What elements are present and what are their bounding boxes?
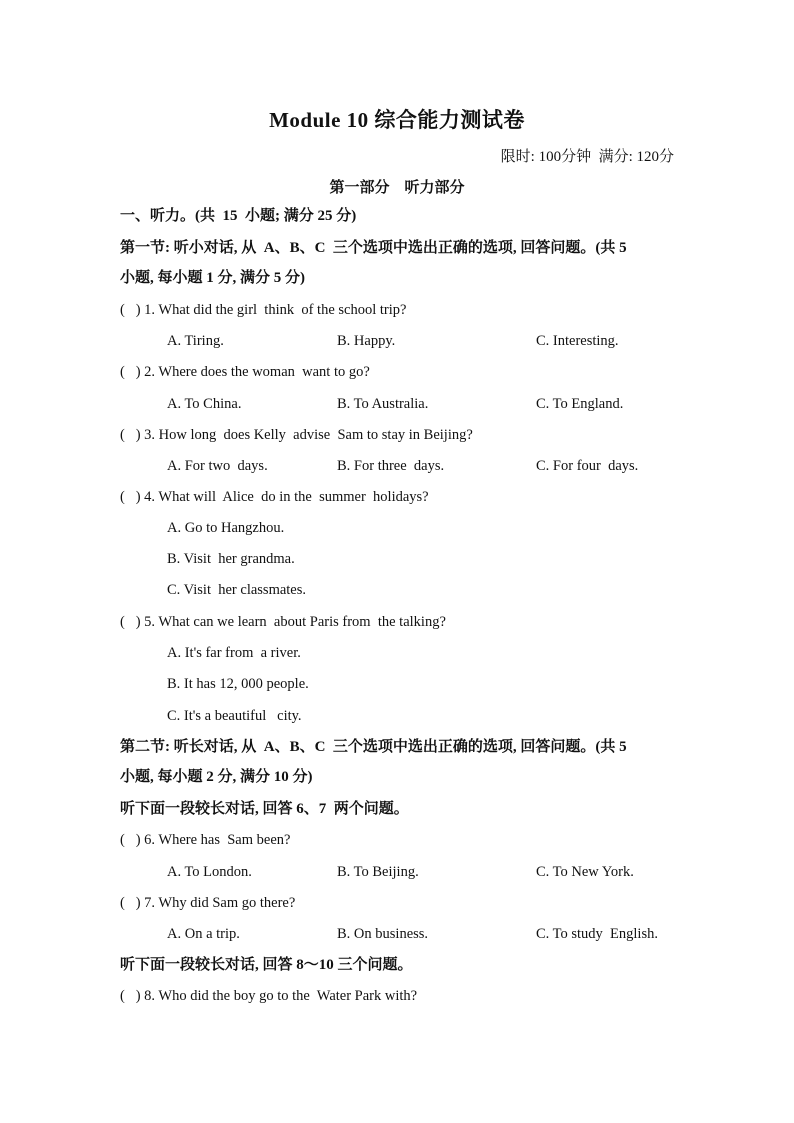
time-and-score-info: 限时: 100分钟 满分: 120分 xyxy=(500,149,674,165)
question-2-option-b: B. To Australia. xyxy=(337,396,429,412)
question-6: ( ) 6. Where has Sam been? xyxy=(120,832,291,848)
question-6-option-a: A. To London. xyxy=(167,864,252,880)
question-5-option-c: C. It's a beautiful city. xyxy=(167,708,302,724)
question-4-option-b: B. Visit her grandma. xyxy=(167,551,295,567)
question-5-option-a: A. It's far from a river. xyxy=(167,645,301,661)
question-3-option-a: A. For two days. xyxy=(167,458,268,474)
question-1-option-c: C. Interesting. xyxy=(536,333,619,349)
section1-instruction-line1: 第一节: 听小对话, 从 A、B、C 三个选项中选出正确的选项, 回答问题。(共 5 xyxy=(120,240,627,256)
question-1-option-a: A. Tiring. xyxy=(167,333,224,349)
question-2-option-a: A. To China. xyxy=(167,396,242,412)
question-6-option-c: C. To New York. xyxy=(536,864,634,880)
question-7-option-c: C. To study English. xyxy=(536,926,658,942)
page-title: Module 10 综合能力测试卷 xyxy=(269,108,525,132)
question-4: ( ) 4. What will Alice do in the summer holidays? xyxy=(120,489,429,505)
dialogue-instruction-6-7: 听下面一段较长对话, 回答 6、7 两个问题。 xyxy=(120,801,409,817)
section-heading: 一、听力。(共 15 小题; 满分 25 分) xyxy=(120,208,357,224)
question-3-option-c: C. For four days. xyxy=(536,458,639,474)
question-3-option-b: B. For three days. xyxy=(337,458,445,474)
question-7-option-b: B. On business. xyxy=(337,926,429,942)
section2-instruction-line2: 小题, 每小题 2 分, 满分 10 分) xyxy=(120,769,313,785)
question-4-option-a: A. Go to Hangzhou. xyxy=(167,520,285,536)
question-5: ( ) 5. What can we learn about Paris from the talking? xyxy=(120,614,446,630)
question-2: ( ) 2. Where does the woman want to go? xyxy=(120,364,370,380)
question-3: ( ) 3. How long does Kelly advise Sam to stay in Beijing? xyxy=(120,427,473,443)
question-8: ( ) 8. Who did the boy go to the Water Park with? xyxy=(120,988,418,1004)
question-1-option-b: B. Happy. xyxy=(337,333,396,349)
section2-instruction-line1: 第二节: 听长对话, 从 A、B、C 三个选项中选出正确的选项, 回答问题。(共 5 xyxy=(120,739,627,755)
section1-instruction-line2: 小题, 每小题 1 分, 满分 5 分) xyxy=(120,270,305,286)
question-1: ( ) 1. What did the girl think of the school trip? xyxy=(120,302,407,318)
question-7-option-a: A. On a trip. xyxy=(167,926,240,942)
question-7: ( ) 7. Why did Sam go there? xyxy=(120,895,296,911)
question-4-option-c: C. Visit her classmates. xyxy=(167,582,307,598)
part-one-title: 第一部分 听力部分 xyxy=(329,180,465,196)
dialogue-instruction-8-10: 听下面一段较长对话, 回答 8～10 三个问题。 xyxy=(120,957,413,973)
question-6-option-b: B. To Beijing. xyxy=(337,864,419,880)
question-5-option-b: B. It has 12, 000 people. xyxy=(167,676,309,692)
question-2-option-c: C. To England. xyxy=(536,396,624,412)
